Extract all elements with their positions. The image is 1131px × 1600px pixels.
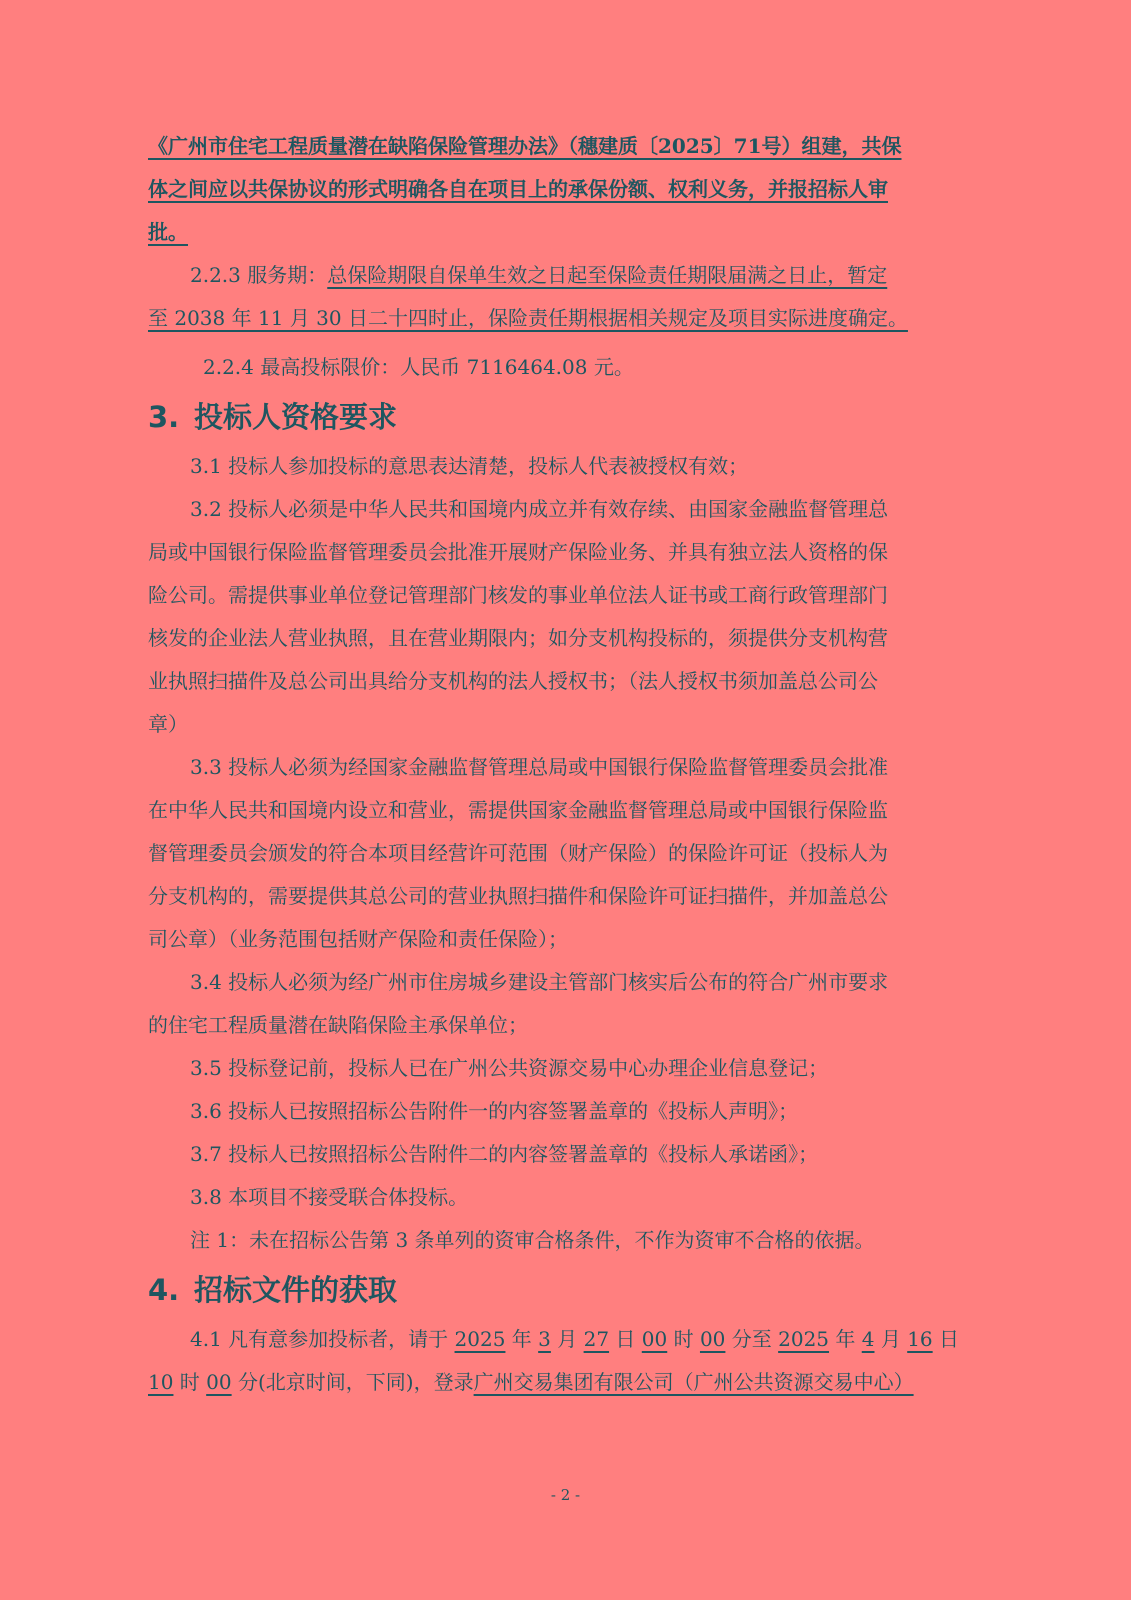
continuation-line-1: 《广州市住宅工程质量潜在缺陷保险管理办法》（穗建质〔2025〕71号）组建，共保	[148, 134, 902, 158]
start-year: 2025	[454, 1327, 506, 1351]
text-run: 时	[667, 1327, 700, 1351]
continuation-line-3: 批。	[148, 220, 188, 244]
end-year: 2025	[778, 1327, 830, 1351]
service-period-line-2: 至 2038 年 11 月 30 日二十四时止，保险责任期根据相关规定及项目实际进度确定。	[148, 306, 908, 330]
req-3-3-line-5: 司公章）（业务范围包括财产保险和责任保险）；	[148, 927, 568, 951]
start-minute: 00	[699, 1327, 726, 1351]
end-minute: 00	[206, 1370, 232, 1394]
text-run: 4.1 凡有意参加投标者，请于	[190, 1327, 455, 1351]
continuation-line-2: 体之间应以共保协议的形式明确各自在项目上的承保份额、权利义务，并报招标人审	[148, 177, 888, 201]
text-run: 年	[829, 1327, 862, 1351]
text-run: 日	[609, 1327, 642, 1351]
service-period-text: 总保险期限自保单生效之日起至保险责任期限届满之日止，暂定	[327, 263, 888, 287]
req-3-2-line-4: 核发的企业法人营业执照，且在营业期限内；如分支机构投标的，须提供分支机构营	[148, 626, 888, 650]
section-4-title: 招标文件的获取	[194, 1273, 398, 1307]
page-number: - 2 -	[550, 1486, 581, 1504]
req-3-2-line-6: 章）	[148, 712, 188, 736]
req-3-2-line-5: 业执照扫描件及总公司出具给分支机构的法人授权书；（法人授权书须加盖总公司公	[148, 669, 878, 693]
text-run: 月	[874, 1327, 908, 1351]
section-3-heading	[148, 389, 1000, 445]
start-day: 27	[583, 1327, 610, 1351]
req-3-2-line-2: 局或中国银行保险监督管理委员会批准开展财产保险业务、并具有独立法人资格的保	[148, 540, 888, 564]
service-period-label: 2.2.3 服务期：	[190, 263, 328, 287]
section-3-number: 3.	[148, 400, 180, 434]
req-3-3-line-4: 分支机构的，需要提供其总公司的营业执照扫描件和保险许可证扫描件，并加盖总公	[148, 884, 888, 908]
req-3-7: 3.7 投标人已按照招标公告附件二的内容签署盖章的《投标人承诺函》；	[190, 1142, 819, 1166]
text-run: 时	[173, 1370, 207, 1394]
end-month: 4	[861, 1327, 875, 1351]
req-3-1: 3.1 投标人参加投标的意思表达清楚，投标人代表被授权有效；	[190, 454, 749, 478]
section-4-heading	[148, 1262, 1000, 1318]
req-3-3-line-1: 3.3 投标人必须为经国家金融监督管理总局或中国银行保险监督管理委员会批准	[190, 755, 889, 779]
section-4-number: 4.	[148, 1273, 180, 1307]
req-3-8: 3.8 本项目不接受联合体投标。	[190, 1185, 469, 1209]
end-day: 16	[907, 1327, 933, 1351]
req-3-2-line-1: 3.2 投标人必须是中华人民共和国境内成立并有效存续、由国家金融监督管理总	[190, 497, 889, 521]
req-3-3-line-2: 在中华人民共和国境内设立和营业，需提供国家金融监督管理总局或中国银行保险监	[148, 798, 888, 822]
document-page	[148, 125, 1000, 1404]
section-3-title: 投标人资格要求	[194, 400, 398, 434]
service-period-line-1	[148, 254, 1000, 297]
req-3-6: 3.6 投标人已按照招标公告附件一的内容签署盖章的《投标人声明》；	[190, 1099, 799, 1123]
text-run: 年	[505, 1327, 539, 1351]
req-3-2-line-3: 险公司。需提供事业单位登记管理部门核发的事业单位法人证书或工商行政管理部门	[148, 583, 888, 607]
trading-platform-name: 广州交易集团有限公司（广州公共资源交易中心）	[473, 1370, 914, 1394]
doc-acquisition-line-1	[148, 1318, 1000, 1361]
req-3-4-line-1: 3.4 投标人必须为经广州市住房城乡建设主管部门核实后公布的符合广州市要求	[190, 970, 889, 994]
start-hour: 00	[641, 1327, 668, 1351]
text-run: 分至	[725, 1327, 779, 1351]
text-run: 日	[932, 1327, 960, 1351]
text-run: 月	[550, 1327, 584, 1351]
end-hour: 10	[148, 1370, 174, 1394]
start-month: 3	[538, 1327, 551, 1351]
doc-acquisition-line-2	[148, 1361, 1000, 1404]
req-3-3-line-3: 督管理委员会颁发的符合本项目经营许可范围（财产保险）的保险许可证（投标人为	[148, 841, 888, 865]
text-run: 分(北京时间，下同)，登录	[231, 1370, 474, 1394]
req-note-1: 注 1：未在招标公告第 3 条单列的资审合格条件，不作为资审不合格的依据。	[190, 1228, 875, 1252]
req-3-4-line-2: 的住宅工程质量潜在缺陷保险主承保单位；	[148, 1013, 528, 1037]
req-3-5: 3.5 投标登记前，投标人已在广州公共资源交易中心办理企业信息登记；	[190, 1056, 829, 1080]
max-bid-price: 2.2.4 最高投标限价：人民币 7116464.08 元。	[203, 355, 634, 379]
